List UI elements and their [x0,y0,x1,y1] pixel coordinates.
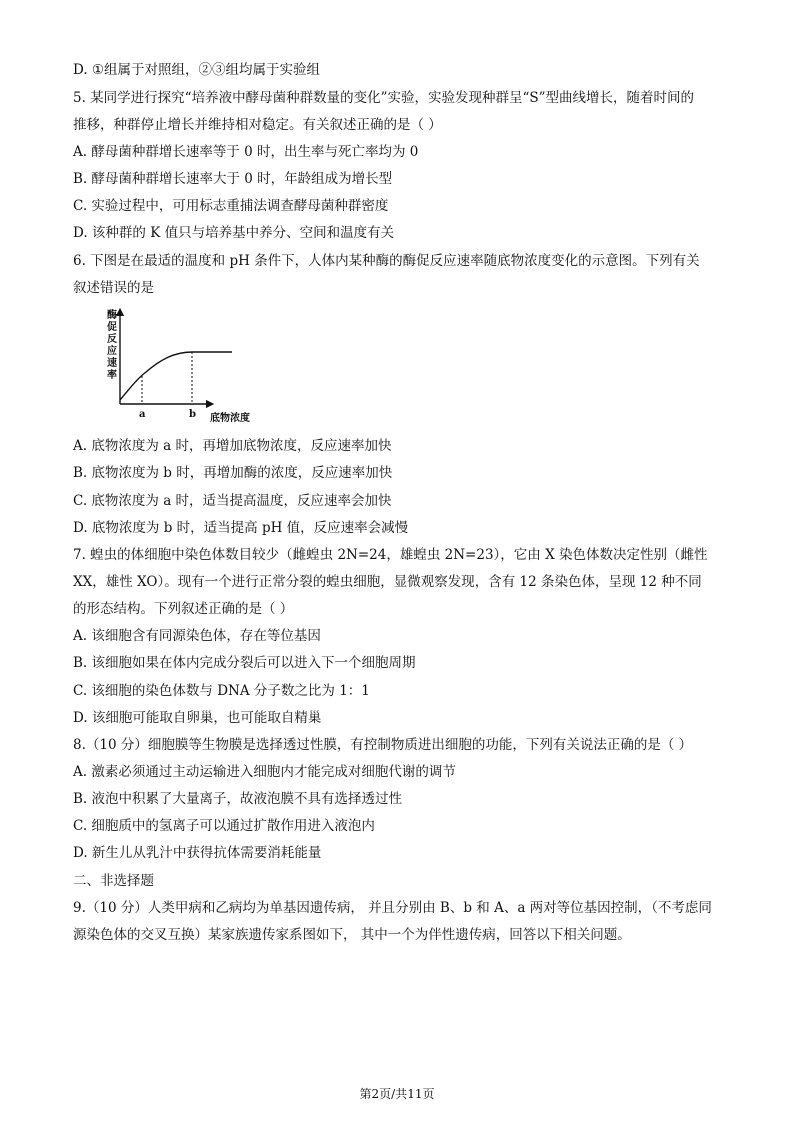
rate-curve [120,352,232,400]
page-footer: 第2页/共11页 [359,1087,435,1101]
q8-option-c: C. 细胞质中的氢离子可以通过扩散作用进入液泡内 [73,818,375,834]
q8-option-b: B. 液泡中积累了大量离子，故液泡膜不具有选择透过性 [73,791,403,807]
tick-label-b: b [189,409,196,420]
tick-label-a: a [139,409,146,420]
y-axis-label [107,308,117,381]
y-axis-label-char: 酶 [107,310,117,321]
y-axis-label-char: 应 [107,346,117,357]
y-axis-label-char: 率 [107,370,117,381]
q7-stem-line3: 的形态结构。下列叙述正确的是（ ） [73,601,294,617]
q9-stem-line2: 源染色体的交叉互换）某家族遗传家系图如下， 其中一个为伴性遗传病，回答以下相关问题。 [73,927,631,943]
q8-stem: 8.（10 分）细胞膜等生物膜是选择透过性膜，有控制物质进出细胞的功能，下列有关说法正确的是（ ） [73,737,693,753]
q7-option-a: A. 该细胞含有同源染色体，存在等位基因 [73,628,321,644]
q5-stem-line2: 推移，种群停止增长并维持相对稳定。有关叙述正确的是（ ） [73,117,442,133]
q8-option-d: D. 新生儿从乳汁中获得抗体需要消耗能量 [73,845,322,861]
enzyme-rate-graph [98,308,268,426]
q6-option-c: C. 底物浓度为 a 时，适当提高温度，反应速率会加快 [73,493,392,509]
q7-option-d: D. 该细胞可能取自卵巢，也可能取自精巢 [73,710,322,726]
y-axis-label-char: 速 [107,358,117,369]
q9-stem-line1: 9.（10 分）人类甲病和乙病均为单基因遗传病， 并且分别由 B、b 和 A、a 两对等位基因控制，（不考虑同 [73,900,712,916]
q4-option-d: D. ①组属于对照组，②③组均属于实验组 [73,62,321,78]
q5-option-b: B. 酵母菌种群增长速率大于 0 时，年龄组成为增长型 [73,171,393,187]
q6-option-d: D. 底物浓度为 b 时，适当提高 pH 值，反应速率会减慢 [73,520,409,536]
q6-stem-line2: 叙述错误的是 [73,280,154,296]
q5-option-c: C. 实验过程中，可用标志重捕法调查酵母菌种群密度 [73,198,389,214]
y-axis-label-char: 反 [107,334,117,345]
section-heading: 二、非选择题 [73,873,154,889]
q8-option-a: A. 激素必须通过主动运输进入细胞内才能完成对细胞代谢的调节 [73,764,456,780]
q7-stem-line1: 7. 蝗虫的体细胞中染色体数目较少（雌蝗虫 2N=24，雄蝗虫 2N=23），它由 X 染色体数决定性别（雌性 [73,547,708,563]
q6-option-b: B. 底物浓度为 b 时，再增加酶的浓度，反应速率加快 [73,465,393,481]
q7-stem-line2: XX，雄性 XO）。现有一个进行正常分裂的蝗虫细胞，显微观察发现，含有 12 条染色体，呈现 12 种不同 [73,574,702,590]
x-axis-label: 底物浓度 [210,413,250,424]
q6-stem-line1: 6. 下图是在最适的温度和 pH 条件下，人体内某种酶的酶促反应速率随底物浓度变化的示意图。下列有关 [73,253,700,269]
q7-option-c: C. 该细胞的染色体数与 DNA 分子数之比为 1：1 [73,683,370,699]
q5-stem-line1: 5. 某同学进行探究“培养液中酵母菌种群数量的变化”实验，实验发现种群呈“S”型曲线增长，随着时间的 [73,90,695,106]
q7-option-b: B. 该细胞如果在体内完成分裂后可以进入下一个细胞周期 [73,655,416,671]
q5-option-d: D. 该种群的 K 值只与培养基中养分、空间和温度有关 [73,225,395,241]
q6-option-a: A. 底物浓度为 a 时，再增加底物浓度，反应速率加快 [73,438,392,454]
q5-option-a: A. 酵母菌种群增长速率等于 0 时，出生率与死亡率均为 0 [73,144,419,160]
y-axis-label-char: 促 [107,322,117,333]
